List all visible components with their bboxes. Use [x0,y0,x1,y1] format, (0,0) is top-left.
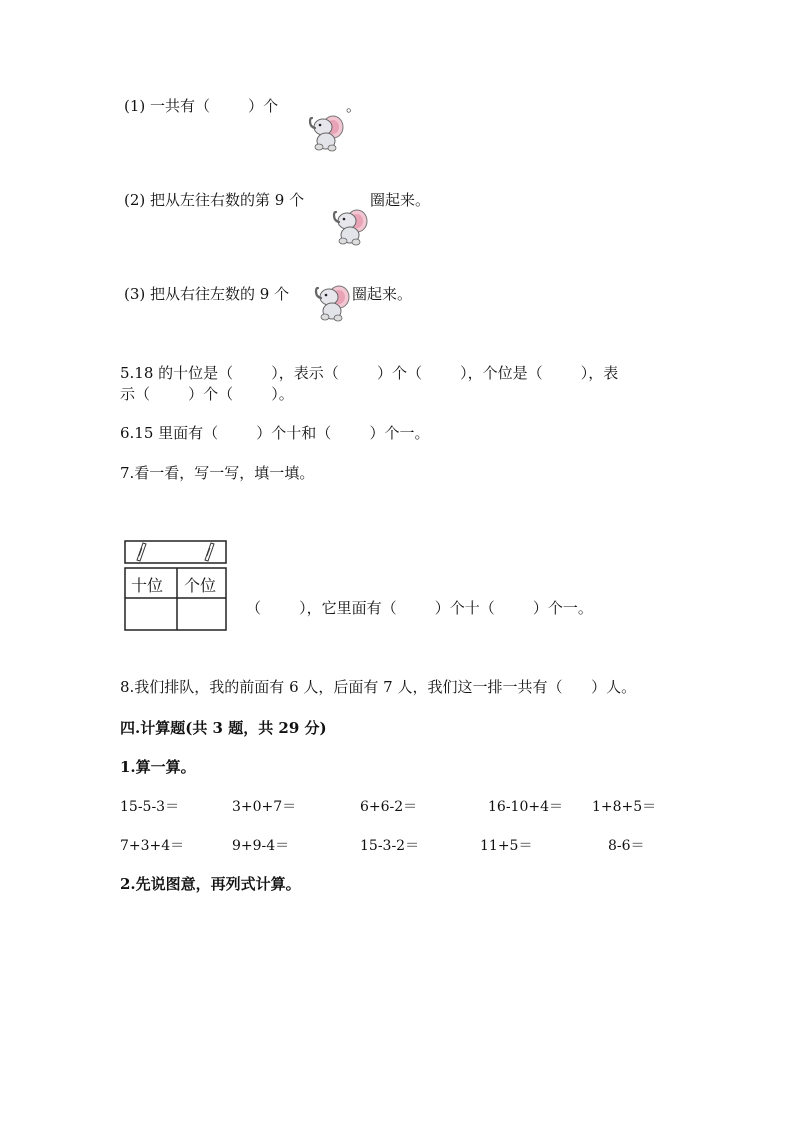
calc-item: 7+3+4＝ [120,838,185,854]
calc-item: 6+6-2＝ [360,799,418,815]
q4-line-2-end: 圈起来。 [370,191,431,209]
elephant-icon [330,204,372,246]
calc-item: 9+9-4＝ [232,838,290,854]
calc-item: 15-5-3＝ [120,799,180,815]
calc-item: 11+5＝ [480,838,533,854]
place-value-chart [124,540,228,632]
q5-line-2: 示（ ）个（ ）。 [120,385,294,403]
q4-line-2: (2) 把从左往右数的第 9 个 [124,191,305,209]
tens-label: 十位 [131,576,164,595]
calc-1-title: 1.算一算。 [120,758,196,776]
elephant-icon [306,110,348,152]
calc-2-title: 2.先说图意，再列式计算。 [120,875,301,893]
q8-text: 8.我们排队，我的前面有 6 人，后面有 7 人，我们这一排一共有（ ）人。 [120,678,637,696]
q4-line-1: (1) 一共有（ ）个 [124,97,279,115]
calc-item: 3+0+7＝ [232,799,297,815]
counting-stick-icon [134,542,148,562]
q5-line-1: 5.18 的十位是（ ），表示（ ）个（ ），个位是（ ），表 [120,364,619,382]
calc-item: 15-3-2＝ [360,838,420,854]
tens-cell [127,600,175,628]
q4-line-1-end: 。 [346,97,362,115]
calc-item: 1+8+5＝ [592,799,657,815]
q6-text: 6.15 里面有（ ）个十和（ ）个一。 [120,424,430,442]
q7-answer: （ ），它里面有（ ）个十（ ）个一。 [246,599,593,617]
q4-line-3: (3) 把从右往左数的 9 个 [124,285,290,303]
ones-cell [179,600,224,628]
elephant-icon [312,280,354,322]
q4-line-3-end: 圈起来。 [352,285,413,303]
q7-title: 7.看一看，写一写，填一填。 [120,464,315,482]
counting-stick-icon [202,542,216,562]
section-4-title: 四.计算题(共 3 题，共 29 分) [120,719,327,737]
calc-item: 16-10+4＝ [488,799,563,815]
calc-item: 8-6＝ [608,838,645,854]
ones-label: 个位 [184,576,217,595]
